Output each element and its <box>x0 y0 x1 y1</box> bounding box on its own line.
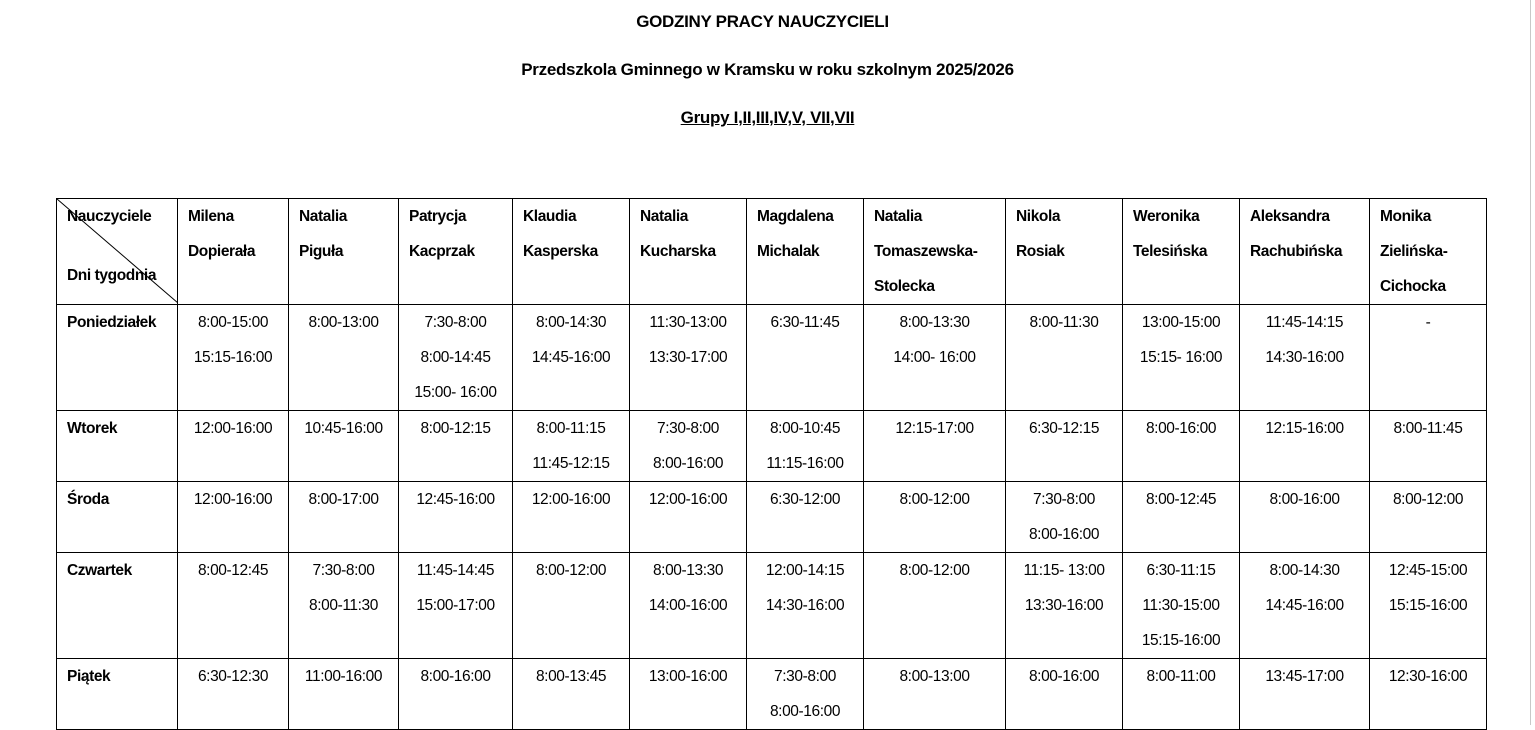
hours-range: 6:30-12:30 <box>197 668 269 685</box>
hours-cell <box>178 482 289 553</box>
teacher-header <box>1123 199 1240 305</box>
teacher-name-line: Natalia <box>874 208 923 225</box>
hours-range: 8:00-11:30 <box>309 597 378 614</box>
hours-range: 15:15-16:00 <box>1141 632 1221 649</box>
hours-range: 7:30-8:00 <box>312 562 375 579</box>
teacher-name-line: Magdalena <box>757 208 834 225</box>
hours-cell <box>513 659 630 730</box>
table-row <box>57 305 1487 411</box>
table-row <box>57 482 1487 553</box>
hours-range: 12:00-16:00 <box>648 491 728 508</box>
hours-cell <box>864 411 1006 482</box>
hours-range: 8:00-16:00 <box>1028 526 1100 543</box>
teacher-header <box>289 199 399 305</box>
hours-cell <box>747 482 864 553</box>
hours-cell <box>1240 482 1370 553</box>
hours-cell <box>289 659 399 730</box>
teacher-name-line: Weronika <box>1133 208 1200 225</box>
hours-range: 11:45-12:15 <box>532 455 610 472</box>
hours-range: 8:00-12:15 <box>420 420 491 437</box>
table-row <box>57 553 1487 659</box>
hours-cell <box>1123 553 1240 659</box>
hours-range: 8:00-12:00 <box>535 562 607 579</box>
hours-range: 8:00-14:30 <box>535 314 607 331</box>
hours-cell <box>630 659 747 730</box>
teacher-header <box>864 199 1006 305</box>
teacher-name-line: Patrycja <box>409 208 467 225</box>
teacher-name-line: Aleksandra <box>1250 208 1330 225</box>
hours-range: 8:00-12:45 <box>1145 491 1217 508</box>
hours-range: 8:00-14:45 <box>420 349 491 366</box>
hours-range: 11:45-14:45 <box>416 562 495 579</box>
hours-cell <box>513 411 630 482</box>
teacher-name-line: Klaudia <box>523 208 577 225</box>
teacher-header <box>399 199 513 305</box>
hours-range: 8:00-15:00 <box>197 314 269 331</box>
hours-range: 13:45-17:00 <box>1265 668 1344 685</box>
day-label: Piątek <box>57 659 178 730</box>
teacher-header <box>1006 199 1123 305</box>
hours-range: 8:00-16:00 <box>420 668 491 685</box>
hours-range: 8:00-13:00 <box>308 314 379 331</box>
hours-range: 8:00-12:00 <box>899 562 970 579</box>
hours-cell <box>1370 659 1487 730</box>
table-row <box>57 411 1487 482</box>
hours-range: 8:00-16:00 <box>1145 420 1217 437</box>
teacher-name-line: Dopierała <box>188 243 256 260</box>
hours-range: 11:15-16:00 <box>766 455 844 472</box>
hours-range: 10:45-16:00 <box>304 420 383 437</box>
hours-cell <box>747 305 864 411</box>
hours-range: 8:00-11:15 <box>536 420 606 437</box>
teacher-name-line: Stolecka <box>874 278 935 295</box>
hours-cell <box>630 305 747 411</box>
hours-cell <box>399 482 513 553</box>
hours-range: 12:45-16:00 <box>416 491 495 508</box>
hours-range: 13:00-16:00 <box>648 668 728 685</box>
teacher-name-line: Natalia <box>299 208 348 225</box>
hours-range: 7:30-8:00 <box>774 668 836 685</box>
day-label: Wtorek <box>57 411 178 482</box>
hours-cell <box>1240 553 1370 659</box>
hours-cell <box>1240 411 1370 482</box>
hours-range: 12:15-16:00 <box>1265 420 1344 437</box>
hours-range: 12:45-15:00 <box>1388 562 1468 579</box>
hours-range: 8:00-13:30 <box>652 562 724 579</box>
hours-cell <box>747 553 864 659</box>
teacher-name-line: Monika <box>1380 208 1431 225</box>
hours-range: 8:00-10:45 <box>769 420 841 437</box>
hours-range: 11:30-13:00 <box>649 314 727 331</box>
hours-range: 8:00-16:00 <box>652 455 724 472</box>
hours-range: 6:30-11:45 <box>770 314 840 331</box>
teacher-name-line: Natalia <box>640 208 689 225</box>
hours-cell <box>1006 553 1123 659</box>
hours-cell <box>399 553 513 659</box>
teacher-name-line: Michalak <box>757 243 820 260</box>
hours-range: - <box>1425 314 1431 331</box>
hours-cell <box>747 659 864 730</box>
hours-cell <box>1240 305 1370 411</box>
hours-range: 11:45-14:15 <box>1265 314 1344 331</box>
hours-range: 6:30-11:15 <box>1146 562 1216 579</box>
hours-range: 14:30-16:00 <box>765 597 845 614</box>
teacher-name-line: Nikola <box>1016 208 1061 225</box>
hours-cell <box>513 553 630 659</box>
teacher-header <box>1370 199 1487 305</box>
hours-range: 11:30-15:00 <box>1142 597 1220 614</box>
hours-range: 13:00-15:00 <box>1141 314 1221 331</box>
teacher-name-line: Zielińska- <box>1380 243 1448 260</box>
hours-cell <box>1006 305 1123 411</box>
day-label: Środa <box>57 482 178 553</box>
hours-cell <box>289 305 399 411</box>
table-row <box>57 659 1487 730</box>
hours-cell <box>630 553 747 659</box>
teacher-name-line: Telesińska <box>1133 243 1208 260</box>
hours-range: 8:00-11:45 <box>1393 420 1463 437</box>
hours-range: 8:00-11:30 <box>1029 314 1099 331</box>
hours-cell <box>1370 411 1487 482</box>
hours-cell <box>1123 659 1240 730</box>
hours-cell <box>178 411 289 482</box>
teacher-header <box>178 199 289 305</box>
hours-range: 6:30-12:15 <box>1028 420 1100 437</box>
hours-range: 8:00-13:30 <box>899 314 970 331</box>
hours-range: 11:00-16:00 <box>304 668 383 685</box>
hours-cell <box>864 659 1006 730</box>
diagonal-divider <box>57 199 178 303</box>
hours-range: 8:00-12:45 <box>197 562 269 579</box>
hours-cell <box>178 553 289 659</box>
hours-range: 12:00-14:15 <box>765 562 845 579</box>
hours-cell <box>1006 659 1123 730</box>
hours-range: 8:00-12:00 <box>899 491 970 508</box>
hours-cell <box>1240 659 1370 730</box>
corner-cell <box>57 199 178 305</box>
hours-range: 7:30-8:00 <box>424 314 487 331</box>
hours-cell <box>1006 411 1123 482</box>
hours-range: 6:30-12:00 <box>769 491 841 508</box>
day-label: Czwartek <box>57 553 178 659</box>
teacher-name-line: Piguła <box>299 243 344 260</box>
hours-cell <box>864 482 1006 553</box>
hours-cell <box>289 553 399 659</box>
hours-cell <box>178 305 289 411</box>
hours-range: 8:00-11:00 <box>1146 668 1216 685</box>
page-edge <box>1530 0 1531 725</box>
hours-range: 14:00- 16:00 <box>893 349 976 366</box>
header-row <box>57 199 1487 305</box>
hours-cell <box>1123 305 1240 411</box>
hours-cell <box>289 482 399 553</box>
document-subtitle: Przedszkola Gminnego w Kramsku w roku szkolnym 2025/2026 <box>521 60 1014 79</box>
hours-range: 15:15-16:00 <box>1388 597 1468 614</box>
hours-range: 7:30-8:00 <box>1033 491 1095 508</box>
hours-cell <box>1370 482 1487 553</box>
corner-bottom-label: Dni tygodnia <box>67 267 157 284</box>
hours-range: 8:00-13:45 <box>535 668 607 685</box>
teacher-header <box>513 199 630 305</box>
teacher-name-line: Tomaszewska- <box>874 243 978 260</box>
day-label: Poniedziałek <box>57 305 178 411</box>
hours-cell <box>289 411 399 482</box>
hours-cell <box>864 553 1006 659</box>
teacher-name-line: Kacprzak <box>409 243 475 260</box>
hours-range: 14:45-16:00 <box>1265 597 1344 614</box>
hours-cell <box>1123 411 1240 482</box>
teacher-name-line: Kasperska <box>523 243 598 260</box>
hours-range: 12:00-16:00 <box>193 491 273 508</box>
hours-range: 8:00-12:00 <box>1392 491 1464 508</box>
hours-range: 8:00-13:00 <box>899 668 970 685</box>
teacher-name-line: Rosiak <box>1016 243 1065 260</box>
hours-cell <box>399 305 513 411</box>
hours-range: 11:15- 13:00 <box>1023 562 1105 579</box>
teacher-header <box>1240 199 1370 305</box>
teacher-name-line: Kucharska <box>640 243 716 260</box>
hours-range: 8:00-16:00 <box>769 703 841 720</box>
hours-cell <box>1006 482 1123 553</box>
hours-cell <box>513 305 630 411</box>
teacher-name-line: Rachubińska <box>1250 243 1343 260</box>
hours-range: 12:15-17:00 <box>895 420 974 437</box>
hours-range: 14:00-16:00 <box>648 597 728 614</box>
hours-range: 7:30-8:00 <box>657 420 719 437</box>
hours-cell <box>630 411 747 482</box>
hours-range: 14:30-16:00 <box>1265 349 1344 366</box>
schedule-table <box>56 198 1487 730</box>
hours-range: 12:00-16:00 <box>193 420 273 437</box>
hours-cell <box>399 659 513 730</box>
hours-cell <box>178 659 289 730</box>
hours-range: 13:30-17:00 <box>648 349 728 366</box>
hours-cell <box>747 411 864 482</box>
hours-range: 12:00-16:00 <box>531 491 611 508</box>
teacher-name-line: Milena <box>188 208 234 225</box>
teacher-name-line: Cichocka <box>1380 278 1446 295</box>
teacher-header <box>747 199 864 305</box>
hours-range: 8:00-17:00 <box>308 491 379 508</box>
teacher-header <box>630 199 747 305</box>
hours-cell <box>1123 482 1240 553</box>
hours-range: 15:00-17:00 <box>416 597 495 614</box>
hours-range: 13:30-16:00 <box>1024 597 1104 614</box>
hours-cell <box>630 482 747 553</box>
hours-cell <box>513 482 630 553</box>
hours-cell <box>1370 305 1487 411</box>
document-title: GODZINY PRACY NAUCZYCIELI <box>636 12 889 31</box>
corner-top-label: Nauczyciele <box>67 208 152 225</box>
hours-range: 15:15-16:00 <box>193 349 273 366</box>
hours-range: 15:00- 16:00 <box>414 384 497 401</box>
hours-range: 15:15- 16:00 <box>1139 349 1223 366</box>
groups-heading: Grupy I,II,III,IV,V, VII,VII <box>680 108 855 127</box>
hours-range: 14:45-16:00 <box>531 349 611 366</box>
hours-range: 8:00-16:00 <box>1269 491 1340 508</box>
hours-range: 8:00-14:30 <box>1269 562 1340 579</box>
hours-range: 8:00-16:00 <box>1028 668 1100 685</box>
hours-range: 12:30-16:00 <box>1388 668 1468 685</box>
hours-cell <box>1370 553 1487 659</box>
hours-cell <box>864 305 1006 411</box>
hours-cell <box>399 411 513 482</box>
